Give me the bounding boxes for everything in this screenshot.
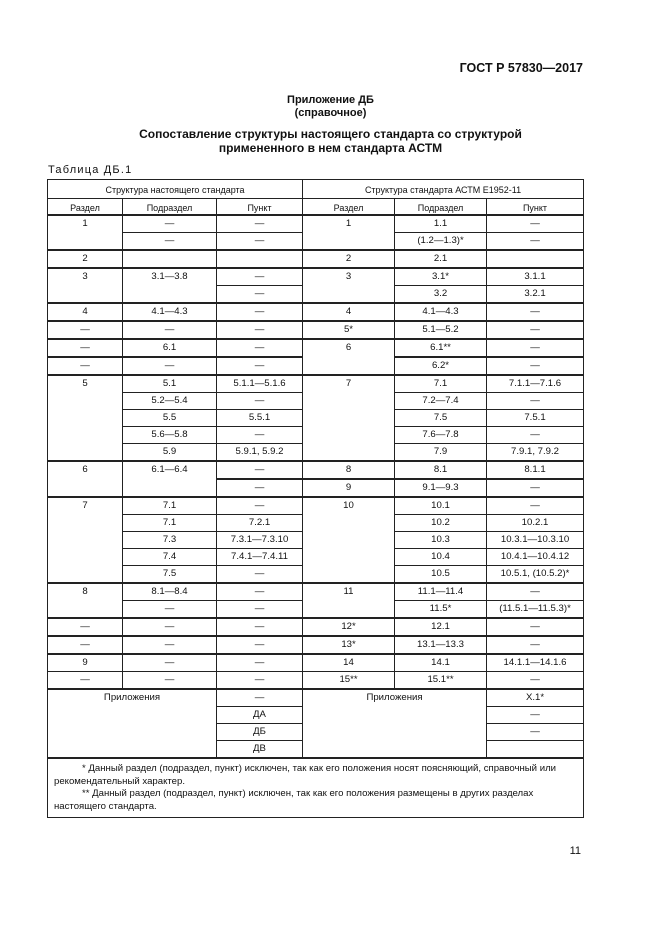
table-cell: 5.1 (123, 375, 217, 393)
table-cell: — (217, 286, 303, 304)
table-row (48, 689, 584, 707)
table-cell: — (217, 339, 303, 357)
table-header-group-row (48, 180, 584, 199)
table-cell: 10.5.1, (10.5.2)* (487, 566, 584, 584)
table-cell: 2.1 (395, 250, 487, 268)
table-cell: 7.1 (395, 375, 487, 393)
table-cell: 7.3.1—7.3.10 (217, 532, 303, 549)
table-cell: 11.1—11.4 (395, 583, 487, 601)
table-cell: 7.9 (395, 444, 487, 462)
table-cell: — (217, 583, 303, 601)
table-cell: 2 (48, 250, 123, 268)
table-cell: — (487, 303, 584, 321)
table-cell: 6.1 (123, 339, 217, 357)
table-cell: — (217, 636, 303, 654)
table-cell: ДА (217, 707, 303, 724)
table-cell (487, 741, 584, 759)
table-cell: — (487, 215, 584, 233)
table-cell: — (217, 461, 303, 479)
table-cell: 5.1.1—5.1.6 (217, 375, 303, 393)
table-cell: — (487, 672, 584, 690)
table-cell: 5.9.1, 5.9.2 (217, 444, 303, 462)
table-cell: — (217, 268, 303, 286)
table-cell: 13* (303, 636, 395, 654)
table-footnotes-row (48, 758, 584, 818)
table-cell: — (487, 339, 584, 357)
table-cell: 3.1.1 (487, 268, 584, 286)
table-cell: 5.1—5.2 (395, 321, 487, 339)
table-cell: 11.5* (395, 601, 487, 619)
table-cell: 5* (303, 321, 395, 339)
table-cell: 5 (48, 375, 123, 461)
table-cell: — (123, 654, 217, 672)
table-cell (487, 250, 584, 268)
table-cell: 10.3.1—10.3.10 (487, 532, 584, 549)
table-cell: 14.1.1—14.1.6 (487, 654, 584, 672)
table-cell: 8.1—8.4 (123, 583, 217, 601)
table-cell: — (123, 672, 217, 690)
table-cell: — (123, 215, 217, 233)
table-cell: 7 (303, 375, 395, 461)
table-cell: 1 (303, 215, 395, 250)
table-cell: — (487, 321, 584, 339)
table-cell: — (48, 321, 123, 339)
table-cell: 7.9.1, 7.9.2 (487, 444, 584, 462)
table-row (48, 654, 584, 672)
table-cell: 7.1 (123, 497, 217, 515)
table-cell: — (487, 357, 584, 375)
table-cell: — (217, 601, 303, 619)
header-col-section: Раздел (48, 199, 123, 216)
table-cell: — (123, 321, 217, 339)
table-cell: 3.2 (395, 286, 487, 304)
table-cell: 15** (303, 672, 395, 690)
table-row (48, 339, 584, 357)
table-cell: 3 (303, 268, 395, 303)
table-cell: ДВ (217, 741, 303, 759)
table-cell: — (487, 497, 584, 515)
table-cell: — (217, 303, 303, 321)
table-cell: 3.1—3.8 (123, 268, 217, 303)
table-cell: — (48, 339, 123, 357)
table-cell: 14 (303, 654, 395, 672)
comparison-table (47, 179, 584, 818)
header-right-group: Структура стандарта АСТМ E1952-11 (303, 180, 584, 199)
table-cell: — (217, 654, 303, 672)
table-cell: 6 (303, 339, 395, 375)
table-cell: 5.9 (123, 444, 217, 462)
table-cell: — (123, 601, 217, 619)
table-row (48, 618, 584, 636)
table-cell: 6.2* (395, 357, 487, 375)
table-cell: — (123, 357, 217, 375)
header-col-subsection: Подраздел (395, 199, 487, 216)
table-cell: — (217, 233, 303, 251)
header-col-section: Раздел (303, 199, 395, 216)
table-footnotes (48, 758, 584, 818)
footnote-single-star: * Данный раздел (подраздел, пункт) исключен, так как его положения носят поясняющий, справочный или рекомендательный характер. (54, 763, 557, 787)
table-cell: 10.5 (395, 566, 487, 584)
table-cell: 12* (303, 618, 395, 636)
table-cell: — (487, 393, 584, 410)
table-cell: 10.1 (395, 497, 487, 515)
table-row (48, 583, 584, 601)
table-cell: — (123, 233, 217, 251)
table-cell: 5.6—5.8 (123, 427, 217, 444)
table-cell: 10.4 (395, 549, 487, 566)
table-cell: 10.4.1—10.4.12 (487, 549, 584, 566)
table-cell: — (487, 583, 584, 601)
table-cell: — (217, 321, 303, 339)
table-cell: — (217, 689, 303, 707)
table-cell: — (123, 636, 217, 654)
table-cell: 7.4 (123, 549, 217, 566)
table-cell: — (487, 636, 584, 654)
table-cell: 3.2.1 (487, 286, 584, 304)
table-cell: 4.1—4.3 (395, 303, 487, 321)
table-row (48, 461, 584, 479)
header-col-item: Пункт (487, 199, 584, 216)
table-cell: Приложения (303, 689, 487, 758)
table-cell: — (48, 672, 123, 690)
table-cell: — (487, 233, 584, 251)
table-cell: 9.1—9.3 (395, 479, 487, 497)
table-cell: — (48, 636, 123, 654)
table-cell: — (217, 393, 303, 410)
table-row (48, 636, 584, 654)
table-cell: 3.1* (395, 268, 487, 286)
table-cell: 5.2—5.4 (123, 393, 217, 410)
table-cell: 9 (303, 479, 395, 497)
table-cell: 7.5 (123, 566, 217, 584)
table-cell: 7.5 (395, 410, 487, 427)
table-cell: 14.1 (395, 654, 487, 672)
appendix-kind: (справочное) (294, 107, 367, 119)
table-cell: — (487, 479, 584, 497)
table-cell: X.1* (487, 689, 584, 707)
page-number: 11 (569, 845, 581, 857)
table-cell: 9 (48, 654, 123, 672)
table-cell: — (487, 618, 584, 636)
table-cell: 8 (48, 583, 123, 618)
table-row (48, 250, 584, 268)
table-row (48, 672, 584, 690)
table-cell: 13.1—13.3 (395, 636, 487, 654)
header-col-item: Пункт (217, 199, 303, 216)
table-cell: 7.6—7.8 (395, 427, 487, 444)
appendix-name: Приложение ДБ (287, 94, 374, 106)
table-cell: — (217, 566, 303, 584)
table-cell: 12.1 (395, 618, 487, 636)
table-cell: — (217, 672, 303, 690)
table-cell: — (48, 618, 123, 636)
table-cell: 8.1 (395, 461, 487, 479)
table-cell: 7 (48, 497, 123, 583)
table-cell: Приложения (48, 689, 217, 758)
table-cell: — (48, 357, 123, 375)
table-cell: 4 (303, 303, 395, 321)
table-cell (123, 250, 217, 268)
table-cell: 10.3 (395, 532, 487, 549)
table-row (48, 375, 584, 393)
table-cell: 5.5.1 (217, 410, 303, 427)
table-cell: 10 (303, 497, 395, 583)
table-row (48, 268, 584, 286)
table-cell (217, 250, 303, 268)
table-cell: — (217, 357, 303, 375)
table-cell: 8 (303, 461, 395, 479)
appendix-title-line1: Сопоставление структуры настоящего стандарта со структурой (139, 127, 522, 141)
table-cell: 7.3 (123, 532, 217, 549)
table-cell: — (487, 427, 584, 444)
table-cell: 5.5 (123, 410, 217, 427)
table-row (48, 321, 584, 339)
table-cell: 15.1** (395, 672, 487, 690)
table-cell: (1.2—1.3)* (395, 233, 487, 251)
table-cell: 4 (48, 303, 123, 321)
table-cell: 1.1 (395, 215, 487, 233)
table-row (48, 215, 584, 233)
footnote-double-star: ** Данный раздел (подраздел, пункт) исключен, так как его положения размещены в других разделах настоящего стандарта. (54, 788, 534, 812)
standard-number: ГОСТ Р 57830—2017 (459, 61, 583, 75)
table-cell: (11.5.1—11.5.3)* (487, 601, 584, 619)
table-cell: — (123, 618, 217, 636)
table-row (48, 497, 584, 515)
appendix-title-line2: примененного в нем стандарта АСТМ (218, 141, 443, 155)
table-header-columns-row (48, 199, 584, 216)
table-row (48, 303, 584, 321)
header-col-subsection: Подраздел (123, 199, 217, 216)
table-cell: 11 (303, 583, 395, 618)
table-cell: — (217, 479, 303, 497)
table-cell: 7.2.1 (217, 515, 303, 532)
table-cell: 6.1** (395, 339, 487, 357)
table-cell: 7.2—7.4 (395, 393, 487, 410)
table-cell: — (487, 724, 584, 741)
table-cell: ДБ (217, 724, 303, 741)
table-cell: — (217, 618, 303, 636)
table-caption: Таблица ДБ.1 (48, 164, 133, 176)
table-cell: 8.1.1 (487, 461, 584, 479)
table-cell: 7.4.1—7.4.11 (217, 549, 303, 566)
table-cell: 3 (48, 268, 123, 303)
table-cell: — (217, 427, 303, 444)
table-cell: 7.5.1 (487, 410, 584, 427)
table-cell: 6.1—6.4 (123, 461, 217, 497)
table-cell: 10.2.1 (487, 515, 584, 532)
table-cell: — (487, 707, 584, 724)
table-cell: 2 (303, 250, 395, 268)
table-cell: 4.1—4.3 (123, 303, 217, 321)
table-cell: — (217, 215, 303, 233)
table-cell: 10.2 (395, 515, 487, 532)
table-cell: 7.1 (123, 515, 217, 532)
table-cell: 7.1.1—7.1.6 (487, 375, 584, 393)
table-cell: 1 (48, 215, 123, 250)
table-cell: — (217, 497, 303, 515)
header-left-group: Структура настоящего стандарта (48, 180, 303, 199)
table-cell: 6 (48, 461, 123, 497)
